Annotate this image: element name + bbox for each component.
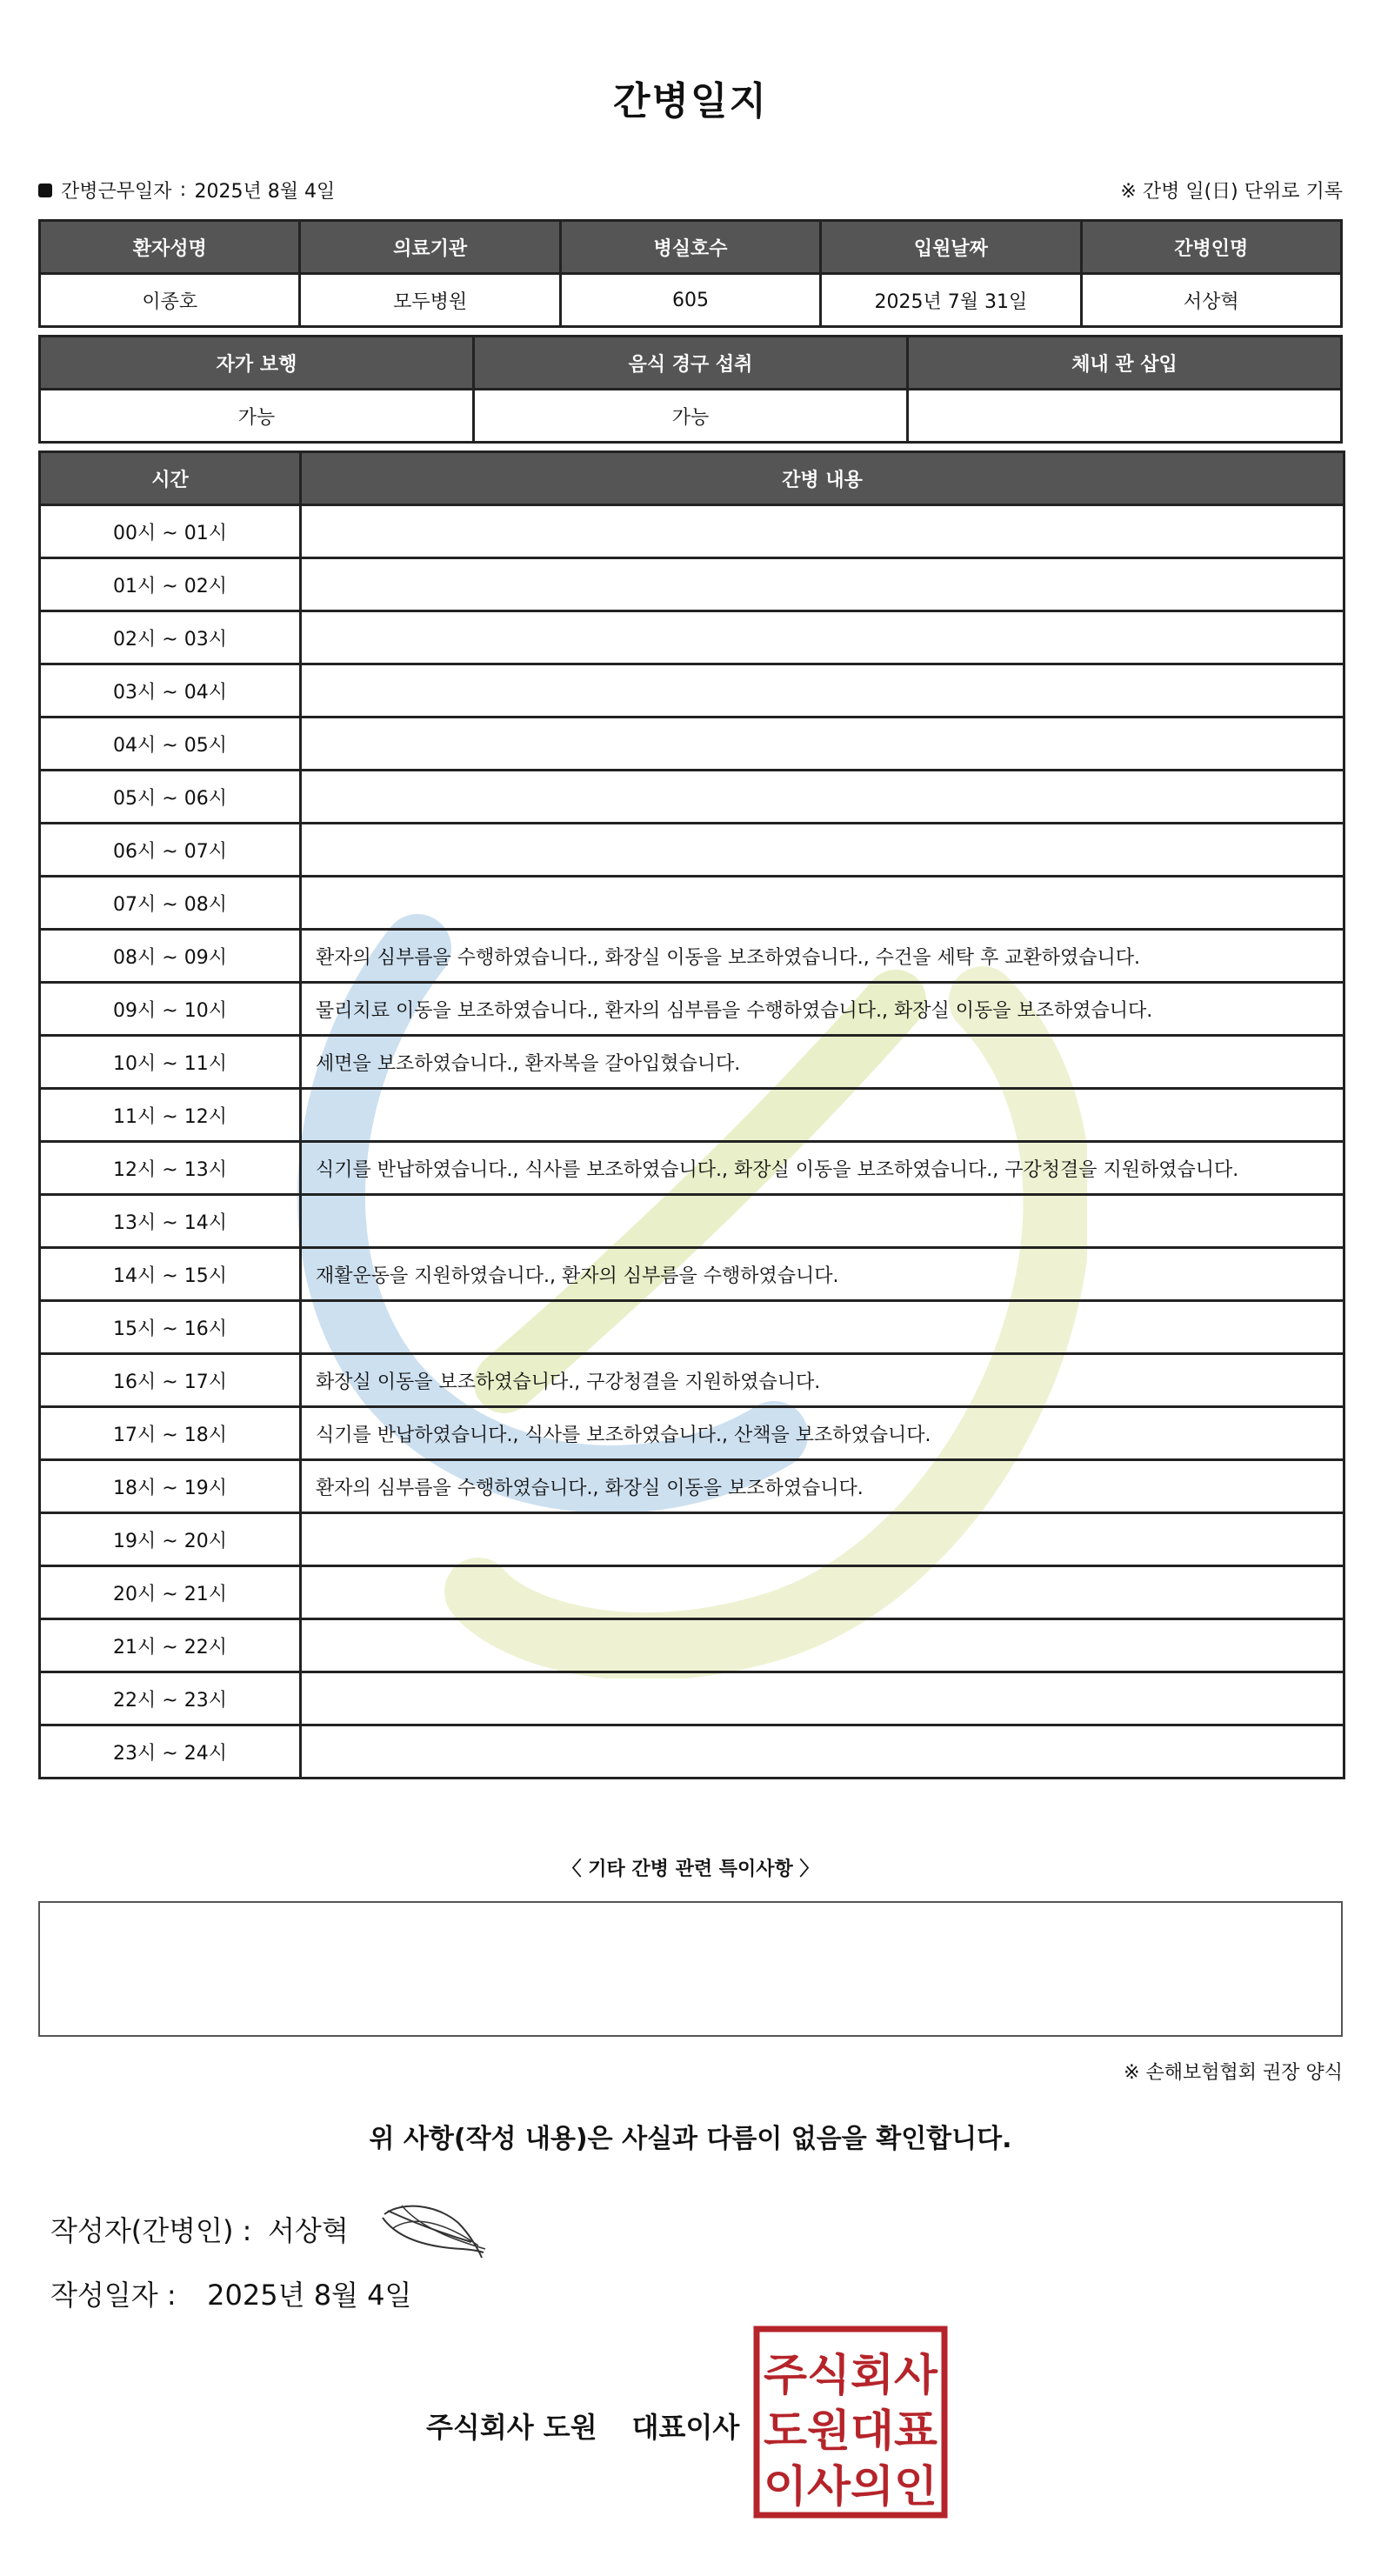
remarks-title: 〈 기타 간병 관련 특이사항 〉 [562,1859,819,1880]
seal-text-line: 도원대표 [764,2406,938,2456]
log-content [301,1089,1344,1142]
log-time: 11시 ~ 12시 [40,1089,301,1142]
writer-label: 작성자(간병인) : [50,2214,252,2247]
company-title: 대표이사 [631,2411,740,2444]
log-content [301,717,1344,771]
log-time: 08시 ~ 09시 [40,930,301,983]
log-row [40,1089,1344,1142]
care-log-table [38,450,1345,1779]
log-row [40,824,1344,877]
work-date-value: 2025년 8월 4일 [194,181,336,203]
work-date-separator: : [179,179,187,201]
bullet-square-icon [38,184,52,197]
log-row [40,1195,1344,1248]
log-time: 10시 ~ 11시 [40,1036,301,1089]
seal-text-line: 주식회사 [764,2350,938,2400]
walking-value: 가능 [40,390,474,443]
header-caregiver: 간병인명 [1081,221,1341,274]
header-time: 시간 [40,452,301,505]
header-care-content: 간병 내용 [301,452,1344,505]
log-row [40,664,1344,717]
log-row [40,1672,1344,1725]
header-admission-date: 입원날짜 [821,221,1081,274]
log-content: 세면을 보조하였습니다., 환자복을 갈아입혔습니다. [301,1036,1344,1089]
written-date: 2025년 8월 4일 [207,2279,412,2312]
log-time: 09시 ~ 10시 [40,983,301,1036]
log-time: 18시 ~ 19시 [40,1460,301,1513]
log-content [301,558,1344,611]
tube-insertion-value [908,390,1342,443]
log-time: 06시 ~ 07시 [40,824,301,877]
log-time: 05시 ~ 06시 [40,771,301,824]
company-name: 주식회사 도원 [426,2411,597,2444]
log-time: 15시 ~ 16시 [40,1301,301,1354]
caregiver-name: 서상혁 [1081,274,1341,327]
log-content: 환자의 심부름을 수행하였습니다., 화장실 이동을 보조하였습니다. [301,1460,1344,1513]
log-row [40,983,1344,1036]
log-row [40,1619,1344,1672]
log-content [301,824,1344,877]
header-tube-insertion: 체내 관 삽입 [908,337,1342,390]
patient-value-row [40,274,1342,327]
confirmation-statement: 위 사항(작성 내용)은 사실과 다름이 없음을 확인합니다. [369,2124,1012,2154]
log-content: 환자의 심부름을 수행하였습니다., 화장실 이동을 보조하였습니다., 수건을 세탁 후 교환하였습니다. [301,930,1344,983]
log-row [40,1036,1344,1089]
patient-info-table [38,219,1343,328]
log-content [301,1725,1344,1779]
log-row [40,1513,1344,1566]
writer-row [50,2209,349,2249]
log-time: 23시 ~ 24시 [40,1725,301,1779]
log-row [40,1566,1344,1619]
log-row [40,505,1344,558]
log-row [40,1248,1344,1301]
work-date [38,177,335,204]
log-time: 19시 ~ 20시 [40,1513,301,1566]
log-row [40,611,1344,664]
log-body [40,505,1344,1779]
log-content: 물리치료 이동을 보조하였습니다., 환자의 심부름을 수행하였습니다., 화장실 이동을 보조하였습니다. [301,983,1344,1036]
log-content [301,1619,1344,1672]
patient-name: 이종호 [40,274,300,327]
log-row [40,1142,1344,1195]
log-time: 21시 ~ 22시 [40,1619,301,1672]
header-patient-name: 환자성명 [40,221,300,274]
hospital-name: 모두병원 [300,274,560,327]
work-date-label: 간병근무일자 [61,181,172,203]
ability-value-row [40,390,1342,443]
header-oral-intake: 음식 경구 섭취 [474,337,908,390]
log-time: 04시 ~ 05시 [40,717,301,771]
writer-name: 서상혁 [268,2214,349,2247]
seal-text-line: 이사의인 [764,2461,937,2512]
log-time: 07시 ~ 08시 [40,877,301,930]
header-walking: 자가 보행 [40,337,474,390]
remarks-box [38,1901,1343,2037]
log-content [301,505,1344,558]
log-time: 17시 ~ 18시 [40,1407,301,1460]
log-time: 02시 ~ 03시 [40,611,301,664]
log-time: 22시 ~ 23시 [40,1672,301,1725]
admission-date: 2025년 7월 31일 [821,274,1081,327]
log-content [301,664,1344,717]
log-time: 14시 ~ 15시 [40,1248,301,1301]
log-row [40,1460,1344,1513]
log-content [301,1195,1344,1248]
log-content [301,1672,1344,1725]
signature-image [376,2188,489,2266]
log-content: 화장실 이동을 보조하였습니다., 구강청결을 지원하였습니다. [301,1354,1344,1407]
log-time: 01시 ~ 02시 [40,558,301,611]
written-date-label: 작성일자 : [50,2279,177,2312]
written-date-row [50,2273,411,2313]
log-content: 식기를 반납하였습니다., 식사를 보조하였습니다., 산책을 보조하였습니다. [301,1407,1344,1460]
company-signature-line [426,2406,739,2446]
log-row [40,930,1344,983]
page-title: 간병일지 [612,79,768,123]
room-number: 605 [560,274,820,327]
log-row [40,1725,1344,1779]
log-content [301,771,1344,824]
header-room: 병실호수 [560,221,820,274]
patient-ability-table [38,335,1343,444]
log-row [40,1301,1344,1354]
log-time: 16시 ~ 17시 [40,1354,301,1407]
log-content [301,1566,1344,1619]
log-time: 00시 ~ 01시 [40,505,301,558]
oral-intake-value: 가능 [474,390,908,443]
log-header-row [40,452,1344,505]
log-row [40,771,1344,824]
log-time: 20시 ~ 21시 [40,1566,301,1619]
log-content [301,1301,1344,1354]
unit-note: ※ 간병 일(日) 단위로 기록 [1120,181,1343,203]
header-hospital: 의료기관 [300,221,560,274]
log-content [301,611,1344,664]
log-content: 재활운동을 지원하였습니다., 환자의 심부름을 수행하였습니다. [301,1248,1344,1301]
form-footnote: ※ 손해보험협회 권장 양식 [1124,2062,1343,2084]
log-row [40,717,1344,771]
log-time: 03시 ~ 04시 [40,664,301,717]
log-content: 식기를 반납하였습니다., 식사를 보조하였습니다., 화장실 이동을 보조하였습니다., 구강청결을 지원하였습니다. [301,1142,1344,1195]
log-content [301,877,1344,930]
log-time: 13시 ~ 14시 [40,1195,301,1248]
log-row [40,1407,1344,1460]
ability-header-row [40,337,1342,390]
log-row [40,1354,1344,1407]
log-time: 12시 ~ 13시 [40,1142,301,1195]
log-row [40,877,1344,930]
log-content [301,1513,1344,1566]
patient-header-row [40,221,1342,274]
log-row [40,558,1344,611]
company-seal-stamp [753,2326,948,2519]
